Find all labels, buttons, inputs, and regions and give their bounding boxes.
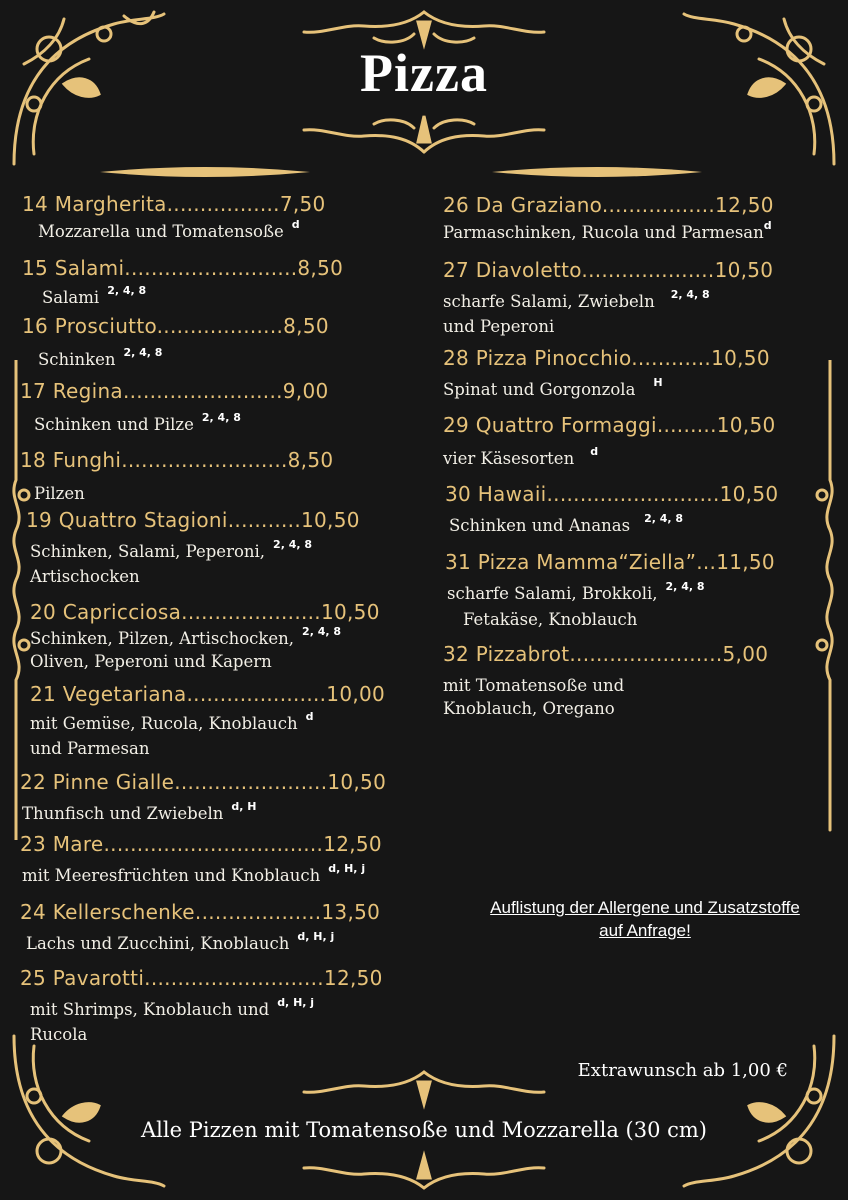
menu-item <box>20 448 333 505</box>
item-allergens: H <box>653 376 663 389</box>
item-name: 19 Quattro Stagioni...........10,50 <box>26 508 360 532</box>
menu-item <box>22 256 343 311</box>
item-allergens: d, H <box>231 800 257 813</box>
item-description: scharfe Salami, Brokkoli, <box>447 584 658 603</box>
item-allergens: 2, 4, 8 <box>201 411 241 424</box>
side-rail-right-icon <box>814 360 844 840</box>
item-name: 21 Vegetariana.....................10,00 <box>30 682 386 706</box>
item-allergens: d, H, j <box>277 996 315 1009</box>
item-name: 18 Funghi.........................8,50 <box>20 448 334 472</box>
item-allergens: d <box>590 445 599 458</box>
item-allergens: 2, 4, 8 <box>670 288 710 301</box>
item-allergens: 2, 4, 8 <box>665 580 705 593</box>
item-allergens: 2, 4, 8 <box>644 512 684 525</box>
menu-item <box>22 314 329 373</box>
item-name: 22 Pinne Gialle.......................10,50 <box>20 770 387 794</box>
item-description: Spinat und Gorgonzola <box>443 380 636 399</box>
item-description: Pilzen <box>34 484 85 503</box>
item-name: 15 Salami..........................8,50 <box>22 256 344 280</box>
item-allergens: d <box>305 710 314 723</box>
item-description: mit Meeresfrüchten und Knoblauch <box>22 866 321 885</box>
item-allergens: d, H, j <box>328 862 366 875</box>
item-name: 29 Quattro Formaggi.........10,50 <box>443 413 776 437</box>
corner-ornament-bottom-left-icon <box>4 1026 174 1196</box>
menu-item <box>20 900 380 957</box>
menu-item <box>443 642 768 720</box>
item-description: Parmaschinken, Rucola und Parmesan <box>443 223 764 242</box>
menu-item <box>30 600 380 672</box>
item-description: Salami <box>42 288 100 307</box>
item-name: 30 Hawaii..........................10,50 <box>445 482 779 506</box>
corner-ornament-bottom-right-icon <box>674 1026 844 1196</box>
item-description: Knoblauch, Oregano <box>443 699 615 718</box>
menu-item <box>443 413 776 472</box>
menu-item <box>445 482 778 539</box>
menu-item <box>445 550 775 632</box>
menu-item <box>20 966 383 1046</box>
menu-item <box>20 832 382 889</box>
item-name: 17 Regina........................9,00 <box>20 379 329 403</box>
menu-item <box>443 258 773 338</box>
item-description: vier Käsesorten <box>443 449 575 468</box>
item-description: Rucola <box>30 1025 88 1044</box>
item-name: 26 Da Graziano.................12,50 <box>443 193 774 217</box>
divider-right-icon <box>492 162 702 182</box>
item-description: Schinken und Ananas <box>449 516 631 535</box>
menu-item <box>26 508 360 588</box>
divider-left-icon <box>100 162 310 182</box>
menu-item <box>443 193 774 246</box>
page-title: Pizza <box>360 43 488 103</box>
item-allergens: 2, 4, 8 <box>123 346 163 359</box>
allergen-notice-line: Auflistung der Allergene und Zusatzstoffe <box>490 898 800 917</box>
menu-item <box>20 379 329 438</box>
item-description: Fetakäse, Knoblauch <box>463 610 638 629</box>
item-description: mit Gemüse, Rucola, Knoblauch <box>30 714 298 733</box>
allergen-notice-line: auf Anfrage! <box>599 921 691 940</box>
menu-item <box>22 192 326 245</box>
item-description: Oliven, Peperoni und Kapern <box>30 652 272 671</box>
item-description: Schinken, Salami, Peperoni, <box>30 542 266 561</box>
item-name: 14 Margherita.................7,50 <box>22 192 326 216</box>
item-description: mit Shrimps, Knoblauch und <box>30 1000 270 1019</box>
title-flourish-bottom-icon <box>294 108 554 160</box>
item-name: 28 Pizza Pinocchio............10,50 <box>443 346 770 370</box>
footer-flourish-top-icon <box>294 1064 554 1112</box>
allergen-notice[interactable] <box>445 896 845 942</box>
menu-item <box>443 346 770 403</box>
item-name: 16 Prosciutto...................8,50 <box>22 314 329 338</box>
item-name: 25 Pavarotti...........................12,50 <box>20 966 383 990</box>
item-allergens: 2, 4, 8 <box>273 538 313 551</box>
item-allergens: d, H, j <box>297 930 335 943</box>
item-allergens: d <box>291 218 300 231</box>
item-name: 24 Kellerschenke...................13,50 <box>20 900 381 924</box>
item-description: und Peperoni <box>443 317 555 336</box>
item-name: 27 Diavoletto....................10,50 <box>443 258 774 282</box>
item-description: Artischocken <box>30 567 140 586</box>
item-description: Schinken <box>38 350 116 369</box>
item-allergens: d <box>763 219 772 232</box>
item-description: Lachs und Zucchini, Knoblauch <box>26 934 290 953</box>
item-allergens: 2, 4, 8 <box>302 625 342 638</box>
item-name: 20 Capricciosa.....................10,50 <box>30 600 380 624</box>
item-allergens: 2, 4, 8 <box>107 284 147 297</box>
item-description: und Parmesan <box>30 739 150 758</box>
item-name: 31 Pizza Mamma“Ziella”...11,50 <box>445 550 775 574</box>
item-description: scharfe Salami, Zwiebeln <box>443 292 655 311</box>
footer-flourish-bottom-icon <box>294 1148 554 1196</box>
menu-item <box>20 770 386 827</box>
item-name: 32 Pizzabrot.......................5,00 <box>443 642 769 666</box>
item-description: Mozzarella und Tomatensoße <box>38 222 284 241</box>
footer-note: Alle Pizzen mit Tomatensoße und Mozzarella (30 cm) <box>141 1118 707 1142</box>
extra-request-price: Extrawunsch ab 1,00 € <box>577 1060 788 1081</box>
item-description: Schinken und Pilze <box>34 415 194 434</box>
item-description: Schinken, Pilzen, Artischocken, <box>30 629 295 648</box>
item-description: Thunfisch und Zwiebeln <box>22 804 224 823</box>
item-description: mit Tomatensoße und <box>443 676 625 695</box>
item-name: 23 Mare.................................12,50 <box>20 832 382 856</box>
menu-item <box>30 682 385 760</box>
